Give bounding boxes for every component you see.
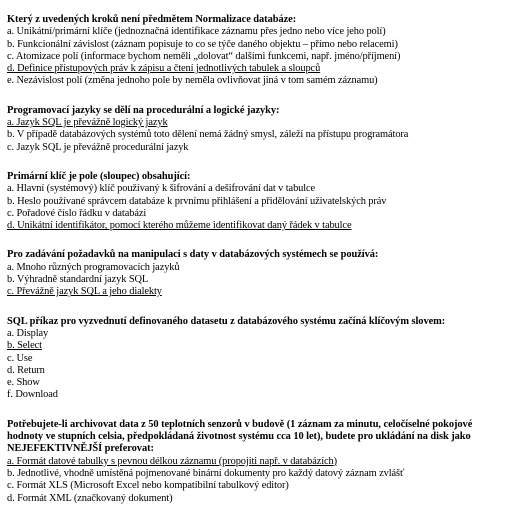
answer-option-correct: a. Jazyk SQL je převážně logický jazyk	[7, 117, 168, 129]
question-text: SQL příkaz pro vyzvednutí definovaného datasetu z databázového systému začíná klíčovým slovem:	[7, 315, 446, 327]
answer-option-correct: b. Select	[7, 340, 42, 352]
answer-option: c. Pořadové číslo řádku v databázi	[7, 207, 147, 219]
question-block-5	[7, 316, 506, 402]
answer-option: b. Heslo používané správcem databáze k prvnímu přihlášení a přidělování uživatelských práv	[7, 195, 387, 207]
answer-option: b. Jednotlivé, vhodně umístěná pojmenované binární dokumenty pro každý datový záznam zvlášť	[7, 467, 405, 479]
answer-option: e. Show	[7, 377, 40, 389]
question-text: Primární klíč je pole (sloupec) obsahující:	[7, 170, 191, 182]
question-text: Pro zadávání požadavků na manipulaci s daty v databázových systémech se používá:	[7, 249, 379, 261]
answer-option: a. Mnoho různých programovacích jazyků	[7, 261, 180, 273]
answer-option: e. Nezávislost polí (změna jednoho pole by neměla ovlivňovat jiná v tom samém záznamu)	[7, 75, 378, 87]
answer-option: b. V případě databázových systémů toto dělení nemá žádný smysl, záleží na přístupu programátora	[7, 129, 409, 141]
question-block-4	[7, 249, 506, 298]
question-block-6	[7, 419, 506, 505]
question-text: Programovací jazyky se dělí na procedurální a logické jazyky:	[7, 104, 280, 116]
question-text: Který z uvedených kroků není předmětem Normalizace databáze:	[7, 14, 297, 25]
answer-option: d. Return	[7, 364, 45, 376]
answer-option-correct: a. Formát datové tabulky s pevnou délkou záznamu (propojiti např. v databázích)	[7, 455, 337, 467]
answer-option: c. Atomizace polí (informace bychom neměli „dolovat“ dalšími funkcemi, např. jméno/příjmení)	[7, 50, 401, 62]
answer-option: c. Use	[7, 352, 33, 364]
answer-option: d. Formát XML (značkovaný dokument)	[7, 492, 173, 504]
answer-option: f. Download	[7, 389, 58, 401]
question-block-2	[7, 105, 506, 154]
answer-option: c. Jazyk SQL je převážně procedurální jazyk	[7, 141, 189, 153]
question-text: Potřebujete-li archivovat data z 50 teplotních senzorů v budově (1 záznam za minutu, celočíselné pokojové hodnoty ve stupních celsia, předpokládaná životnost systému cca 10 let), budete pro ukládání na disk jako NEJEFEKTIVNĚJŠÍ preferovat:	[7, 418, 473, 455]
answer-option: a. Unikátní/primární klíče (jednoznačná identifikace záznamu přes jedno nebo více jeho polí)	[7, 26, 386, 38]
answer-option: a. Display	[7, 327, 49, 339]
answer-option: b. Výhradně standardní jazyk SQL	[7, 274, 149, 286]
question-block-3	[7, 171, 506, 232]
answer-option-correct: c. Převážně jazyk SQL a jeho dialekty	[7, 286, 162, 298]
answer-option-correct: d. Definice přístupových práv k zápisu a čtení jednotlivých tabulek a sloupců	[7, 63, 321, 75]
answer-option: a. Hlavní (systémový) klíč používaný k šifrování a dešifrování dat v tabulce	[7, 183, 316, 195]
answer-option: b. Funkcionální závislost (záznam popisuje to co se týče daného objektu – přímo nebo relacemi)	[7, 38, 398, 50]
answer-option: c. Formát XLS (Microsoft Excel nebo kompatibilní tabulkový editor)	[7, 480, 289, 492]
question-block-1	[7, 14, 506, 88]
answer-option-correct: d. Unikátní identifikátor, pomocí kterého můžeme identifikovat daný řádek v tabulce	[7, 220, 352, 232]
